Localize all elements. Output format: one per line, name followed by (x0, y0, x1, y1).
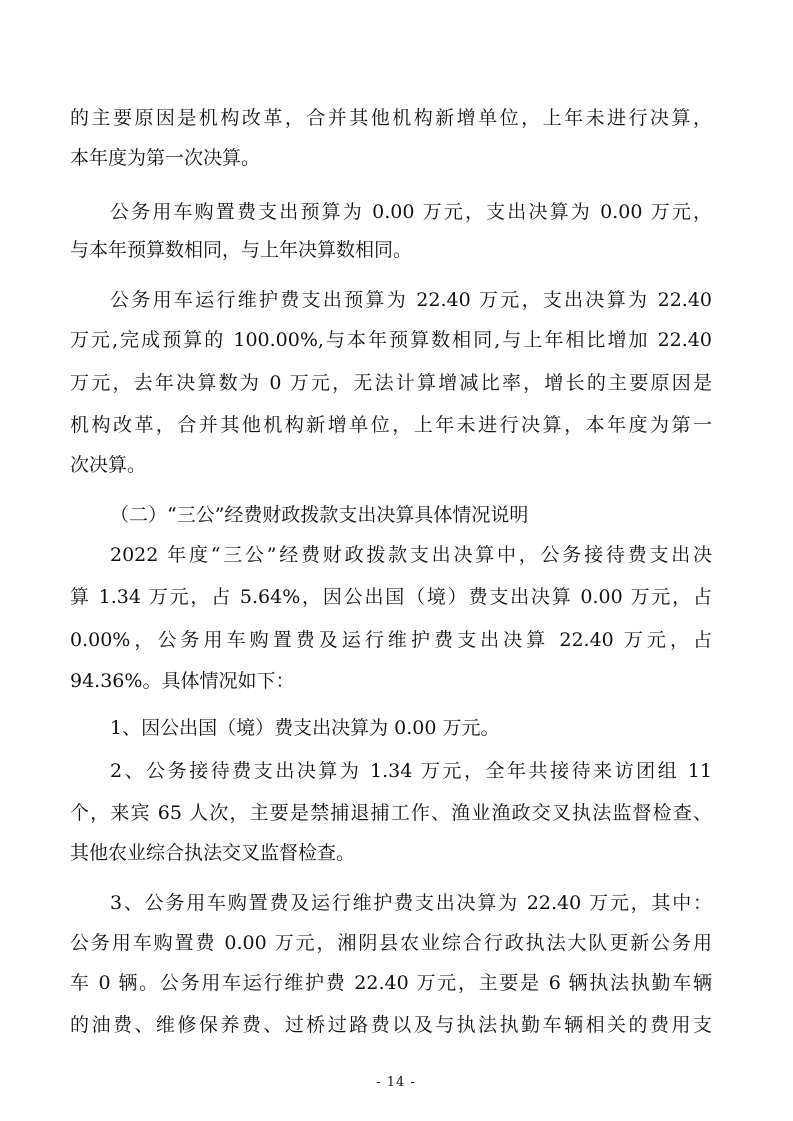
text-line: 2、公务接待费支出决算为 1.34 万元，全年共接待来访团组 11 (110, 760, 712, 782)
text-line: 2022 年度“三公”经费财政拨款支出决算中，公务接待费支出决 (110, 544, 712, 566)
text-line: 公务用车购置费 0.00 万元，湘阴县农业综合行政执法大队更新公务用 (70, 932, 712, 954)
text-line: 公务用车运行维护费支出预算为 22.40 万元，支出决算为 22.40 (110, 289, 712, 311)
text-line: 本年度为第一次决算。 (70, 147, 261, 169)
text-line: 1、因公出国（境）费支出决算为 0.00 万元。 (110, 717, 500, 739)
text-line: 与本年预算数相同，与上年决算数相同。 (70, 239, 413, 261)
text-line: 的油费、维修保养费、过桥过路费以及与执法执勤车辆相关的费用支 (70, 1014, 712, 1036)
text-line: 其他农业综合执法交叉监督检查。 (70, 842, 356, 864)
text-line: 万元，去年决算数为 0 万元，无法计算增减比率，增长的主要原因是 (70, 372, 712, 394)
text-line: 车 0 辆。公务用车运行维护费 22.40 万元，主要是 6 辆执法执勤车辆 (70, 972, 712, 994)
text-line: 公务用车购置费支出预算为 0.00 万元，支出决算为 0.00 万元， (110, 201, 712, 223)
text-line: 94.36%。具体情况如下： (70, 670, 295, 692)
text-line: 机构改革，合并其他机构新增单位，上年未进行决算，本年度为第一 (70, 414, 712, 436)
text-line: 的主要原因是机构改革，合并其他机构新增单位，上年未进行决算， (70, 107, 712, 129)
text-line: 个，来宾 65 人次，主要是禁捕退捕工作、渔业渔政交叉执法监督检查、 (70, 802, 712, 824)
text-line: 3、公务用车购置费及运行维护费支出决算为 22.40 万元，其中： (110, 892, 712, 914)
text-line: 万元,完成预算的 100.00%,与本年预算数相同,与上年相比增加 22.40 (70, 329, 712, 351)
page-number: - 14 - (376, 1075, 416, 1090)
text-line: 0.00%，公务用车购置费及运行维护费支出决算 22.40 万元，占 (70, 629, 712, 651)
text-line: 算 1.34 万元，占 5.64%，因公出国（境）费支出决算 0.00 万元，占 (70, 586, 712, 608)
section-heading-text: （二）“三公”经费财政拨款支出决算具体情况说明 (110, 504, 529, 526)
text-line: 次决算。 (70, 454, 147, 476)
